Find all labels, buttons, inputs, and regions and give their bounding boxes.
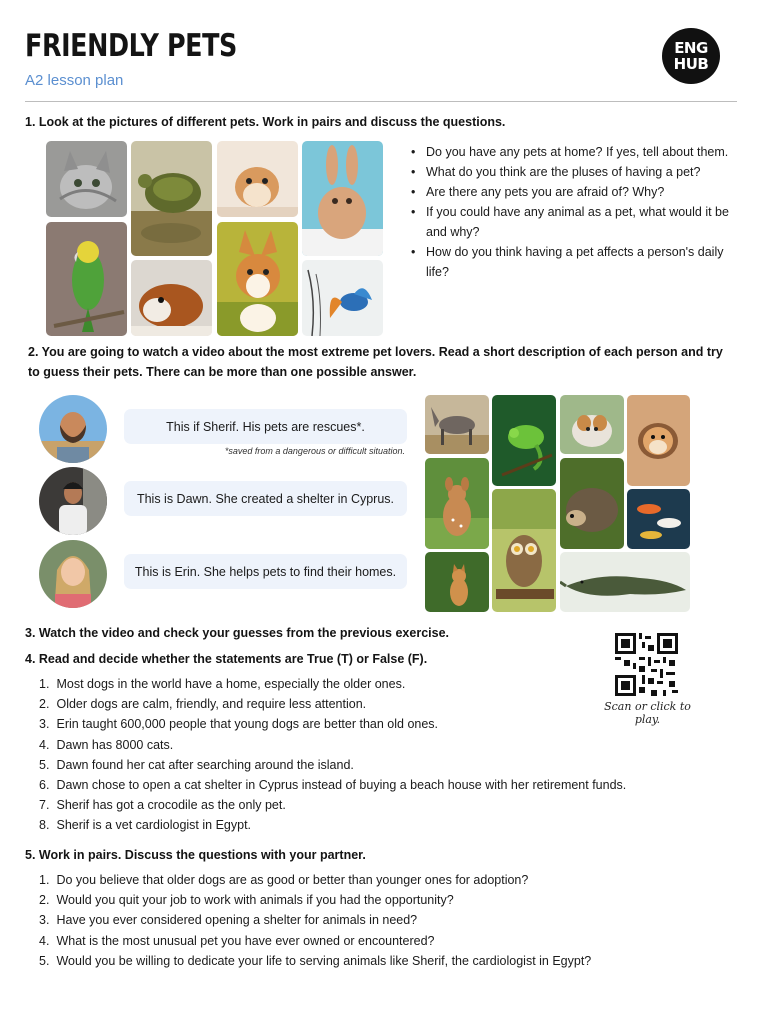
turtle-photo bbox=[131, 141, 212, 256]
list-item: 8. Sherif is a vet cardiologist in Egypt. bbox=[39, 818, 252, 833]
dawn-description: This is Dawn. She created a shelter in Cyprus. bbox=[124, 481, 407, 516]
true-false-statements-list bbox=[39, 674, 679, 836]
list-item: • If you could have any animal as a pet, what would it be and why? bbox=[408, 202, 733, 242]
guinea-pig-photo bbox=[131, 260, 212, 336]
video-qr-code[interactable] bbox=[615, 633, 678, 696]
hamster-photo bbox=[217, 141, 298, 217]
sherif-description: This if Sherif. His pets are rescues*. bbox=[124, 409, 407, 444]
list-item: • Are there any pets you are afraid of? Why? bbox=[408, 182, 733, 202]
discussion-questions-list bbox=[408, 142, 733, 282]
hedgehog-photo bbox=[560, 458, 624, 549]
deer-photo bbox=[425, 458, 489, 549]
section4-heading: 4. Read and decide whether the statements are True (T) or False (F). bbox=[25, 652, 428, 666]
list-item: 3. Have you ever considered opening a shelter for animals in need? bbox=[39, 913, 418, 928]
corgi-photo bbox=[217, 222, 298, 336]
hamster-in-box-photo bbox=[627, 395, 690, 486]
list-item: 4. What is the most unusual pet you have ever owned or encountered? bbox=[39, 933, 435, 948]
page-subtitle: A2 lesson plan bbox=[25, 72, 124, 89]
owl-photo bbox=[492, 489, 556, 612]
list-item: 2. Older dogs are calm, friendly, and require less attention. bbox=[39, 697, 367, 712]
logo-line-1: ENG bbox=[674, 39, 708, 57]
pair-discussion-list bbox=[39, 870, 679, 971]
rescue-footnote: *saved from a dangerous or difficult situation. bbox=[224, 446, 405, 456]
cat-photo bbox=[46, 141, 127, 217]
koi-fish-photo bbox=[627, 489, 690, 549]
rabbit-photo bbox=[302, 141, 383, 256]
section2-heading: 2. You are going to watch a video about the most extreme pet lovers. Read a short description of each person and try to guess their pets. There can be more than one possible answer. bbox=[28, 345, 723, 379]
list-item: • How do you think having a pet affects a person's daily life? bbox=[408, 242, 733, 282]
list-item: • Do you have any pets at home? If yes, tell about them. bbox=[408, 142, 733, 162]
list-item: 1. Most dogs in the world have a home, especially the older ones. bbox=[39, 677, 406, 691]
header-divider bbox=[25, 101, 737, 102]
logo-line-2: HUB bbox=[673, 55, 709, 73]
qr-caption: Scan or click to play. bbox=[604, 700, 691, 726]
list-item: 5. Dawn found her cat after searching around the island. bbox=[39, 757, 354, 772]
donkey-photo bbox=[425, 395, 489, 454]
section3-heading: 3. Watch the video and check your guesses from the previous exercise. bbox=[25, 626, 449, 640]
list-item: • What do you think are the pluses of having a pet? bbox=[408, 162, 733, 182]
parrot-photo bbox=[46, 222, 127, 336]
chameleon-photo bbox=[492, 395, 556, 486]
ginger-cat-photo bbox=[425, 552, 489, 612]
list-item: 7. Sherif has got a crocodile as the only pet. bbox=[39, 798, 286, 813]
betta-fish-photo bbox=[302, 260, 383, 336]
dawn-avatar bbox=[39, 467, 107, 535]
dog-photo bbox=[560, 395, 624, 454]
list-item: 2. Would you quit your job to work with animals if you had the opportunity? bbox=[39, 893, 454, 908]
erin-description: This is Erin. She helps pets to find their homes. bbox=[124, 554, 407, 589]
page-title: FRIENDLY PETS bbox=[25, 28, 237, 64]
section5-heading: 5. Work in pairs. Discuss the questions with your partner. bbox=[25, 848, 366, 862]
list-item: 4. Dawn has 8000 cats. bbox=[39, 737, 174, 752]
list-item: 6. Dawn chose to open a cat shelter in Cyprus instead of buying a beach house with her retirement funds. bbox=[39, 778, 627, 793]
list-item: 3. Erin taught 600,000 people that young dogs are better than old ones. bbox=[39, 717, 439, 732]
eng-hub-logo[interactable] bbox=[662, 28, 720, 84]
list-item: 1. Do you believe that older dogs are as good or better than younger ones for adoption? bbox=[39, 873, 529, 887]
list-item: 5. Would you be willing to dedicate your life to serving animals like Sherif, the cardiologist in Egypt? bbox=[39, 953, 592, 968]
section1-heading: 1. Look at the pictures of different pets. Work in pairs and discuss the questions. bbox=[25, 115, 506, 129]
sherif-avatar bbox=[39, 395, 107, 463]
crocodile-photo bbox=[560, 552, 690, 612]
erin-avatar bbox=[39, 540, 107, 608]
